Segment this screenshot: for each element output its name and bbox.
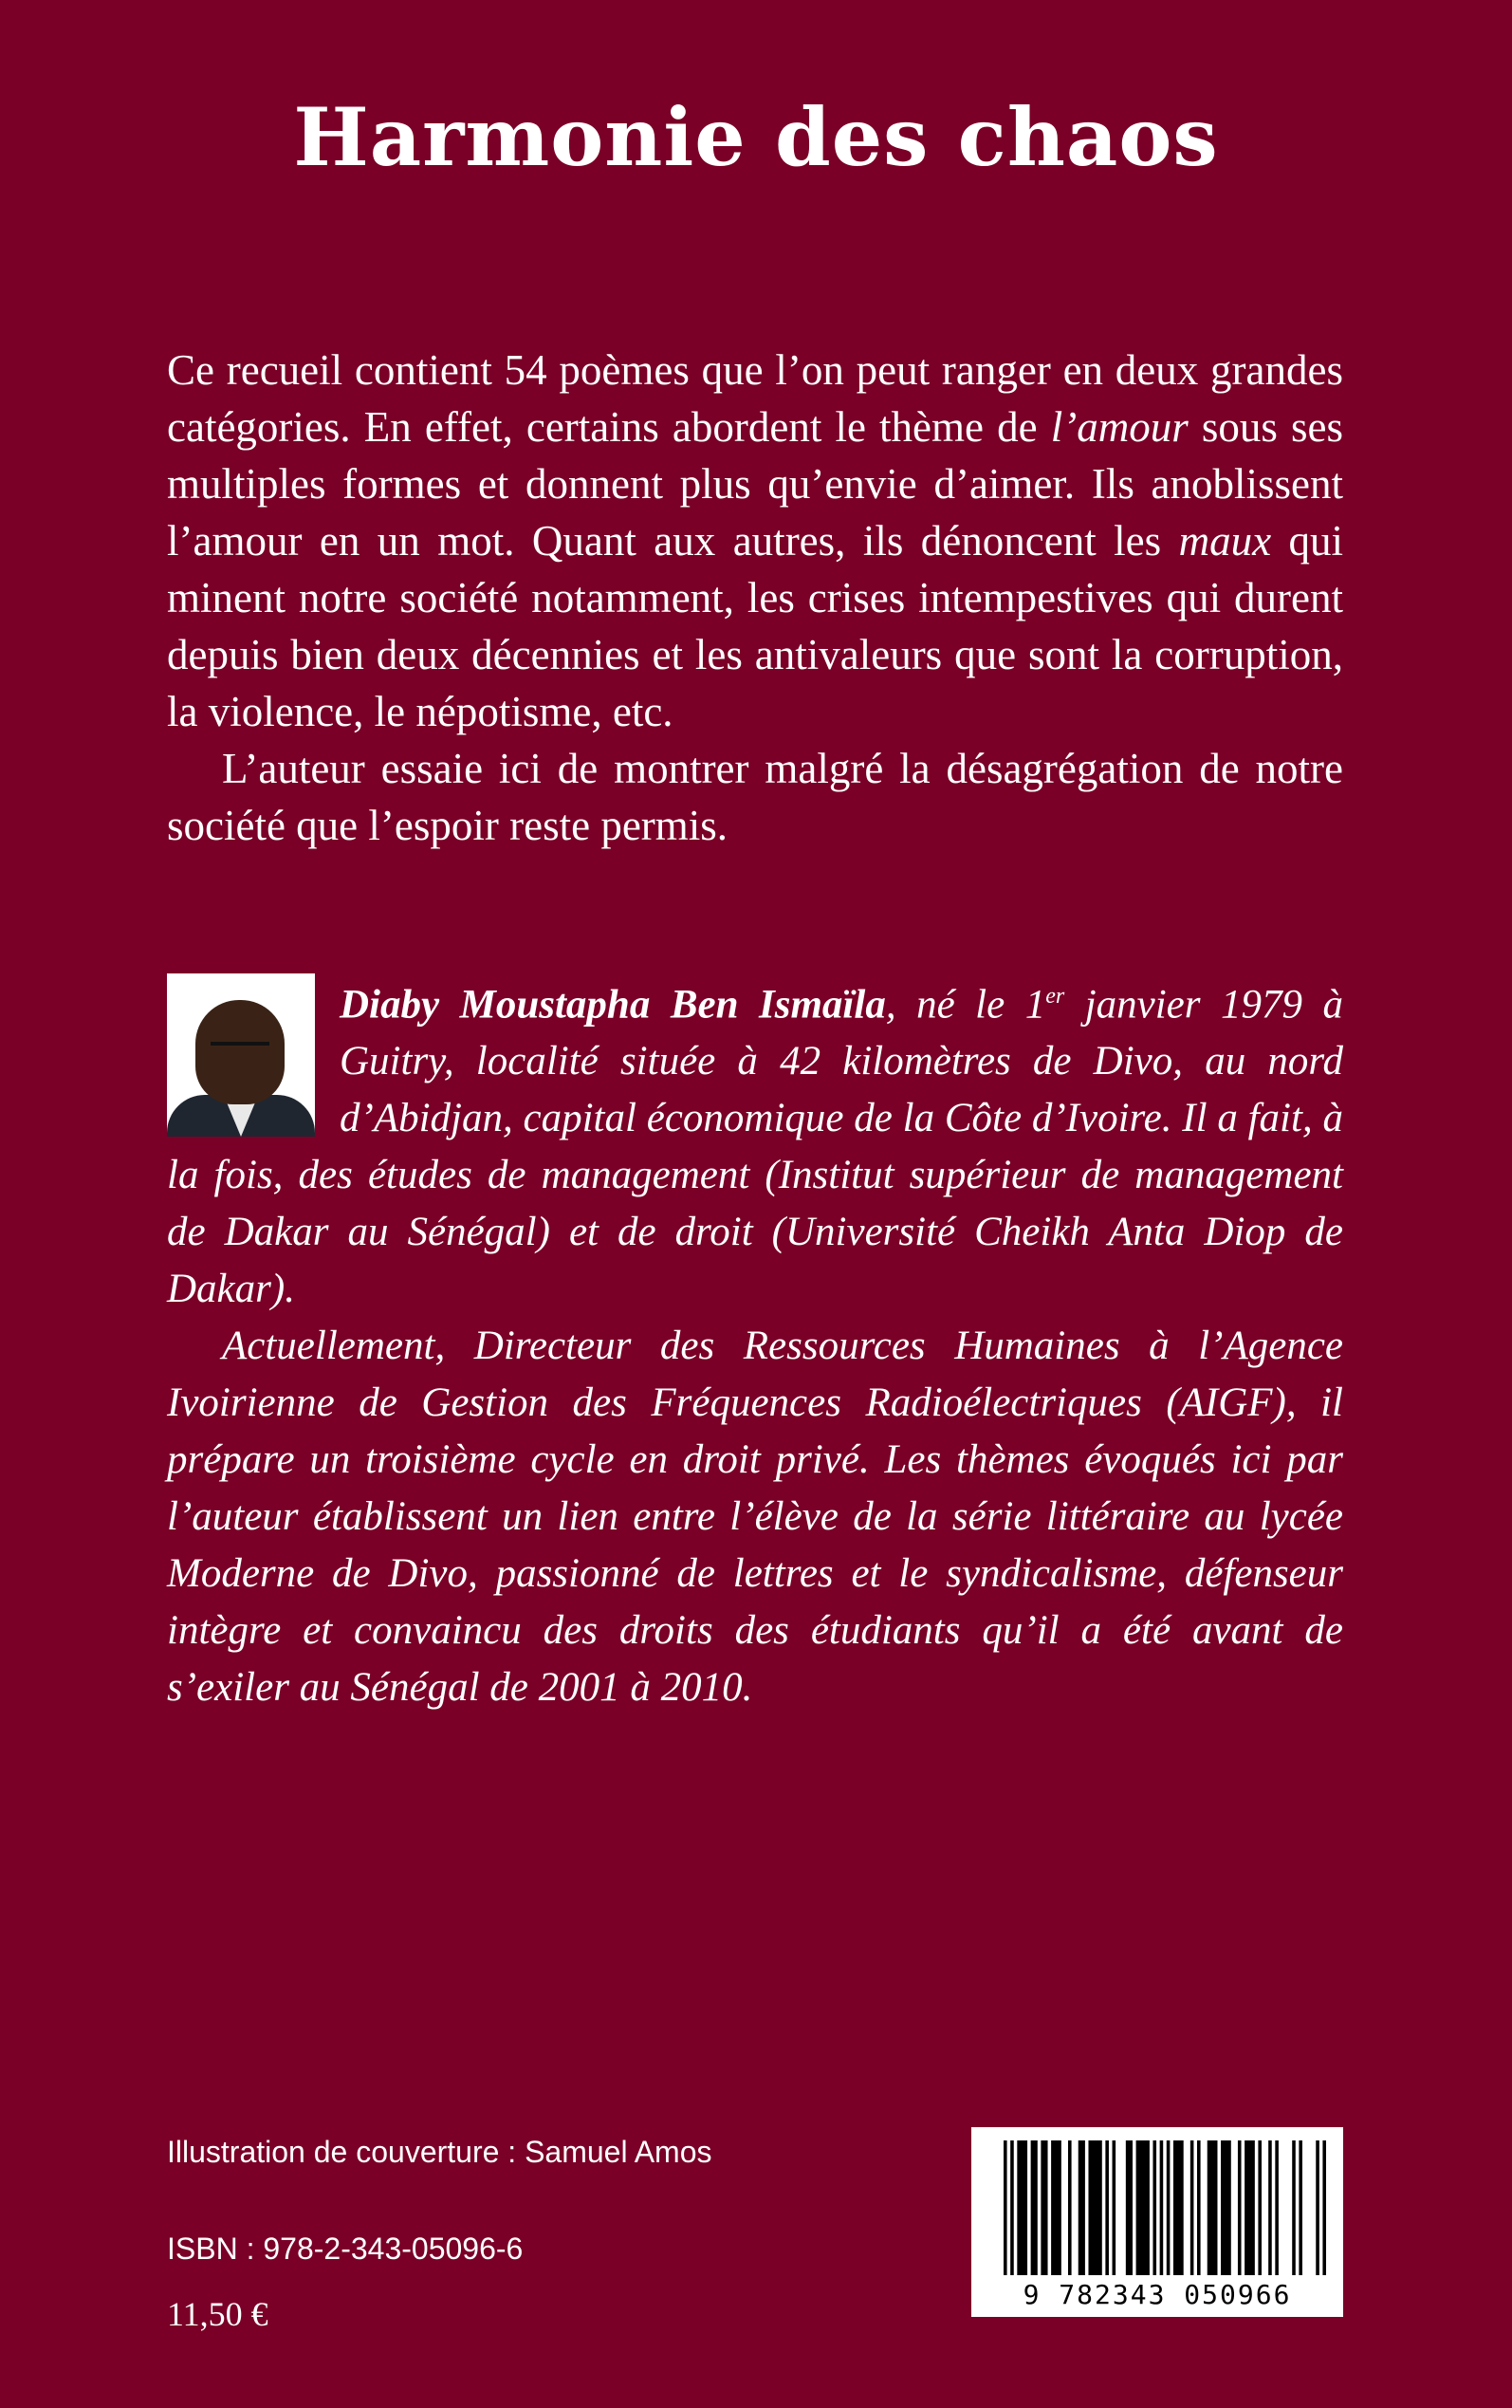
barcode-bar [1221, 2140, 1231, 2275]
blurb-emphasis: maux [1178, 517, 1272, 565]
barcode-bar [1004, 2140, 1007, 2275]
barcode-bar [1068, 2140, 1072, 2275]
barcode-bar [1126, 2140, 1133, 2275]
barcode-bar [1017, 2140, 1027, 2275]
barcode-digits: 9 782343 050966 [1023, 2279, 1292, 2310]
barcode-bar [1088, 2140, 1101, 2275]
author-bio-paragraph-2: Actuellement, Directeur des Ressources Humaines à l’Agence Ivoirienne de Gestion des Fréquences Radioélectriques (AIGF), il prépare un troisième cycle en droit privé. Les thèmes évoqués ici par l’auteur établissent un lien entre l’élève de la série littéraire au lycée Moderne de Divo, passionné de lettres et le syndicalisme, défenseur intègre et convaincu des droits des étudiants qu’il a été avant de s’exiler au Sénégal de 2001 à 2010. [167, 1324, 1343, 1711]
blurb-emphasis: l’amour [1050, 403, 1189, 451]
price: 11,50 € [167, 2295, 268, 2333]
author-bio [167, 968, 1343, 1716]
barcode-bar [1113, 2140, 1116, 2275]
barcode-bar [1079, 2140, 1085, 2275]
barcode [971, 2127, 1343, 2317]
barcode-bar [1258, 2140, 1262, 2275]
blurb-text: qui minent notre société notamment, les crises intempestives qui durent depuis bien deux décennies et les antivaleurs que sont la corruption, la violence, le népotisme, etc. [167, 517, 1343, 735]
author-name: Diaby Moustapha Ben Ismaïla [340, 982, 886, 1028]
barcode-bar [1160, 2140, 1164, 2275]
book-title: Harmonie des chaos [293, 90, 1219, 184]
author-bio-paragraph-1 [167, 968, 1343, 1318]
barcode-bar [1322, 2140, 1326, 2275]
barcode-bar [1268, 2140, 1272, 2275]
author-photo [167, 973, 315, 1137]
barcode-bar [1238, 2140, 1242, 2275]
barcode-bar [1031, 2140, 1038, 2275]
barcode-bar [1167, 2140, 1171, 2275]
blurb-paragraph-2: L’auteur essaie ici de montrer malgré la désagrégation de notre société que l’espoir reste permis. [167, 745, 1343, 849]
barcode-bar [1292, 2140, 1296, 2275]
barcode-bar [1245, 2140, 1255, 2275]
author-bio-text: janvier 1979 à Guitry, localité située à 42 kilomètres de Divo, au nord d’Abidjan, capital économique de la Côte d’Ivoire. Il a fait, à la fois, des études de management (Institut supérieur de management de Dakar au Sénégal) et de droit (Université Cheikh Anta Diop de Dakar). [167, 982, 1343, 1312]
barcode-bar [1316, 2140, 1319, 2275]
isbn: ISBN : 978-2-343-05096-6 [167, 2232, 524, 2266]
barcode-bar [1105, 2140, 1109, 2275]
blurb-text: sous ses multiples formes et donnent plus qu’envie d’aimer. Ils anoblissent l’amour en un mot. Quant aux autres, ils dénoncent les [167, 403, 1344, 565]
barcode-bar [1041, 2140, 1047, 2275]
blurb-text: Ce recueil contient 54 poèmes que l’on peut ranger en deux grandes catégories. En effet, certains abordent le thème de [167, 346, 1343, 451]
barcode-bar [1173, 2140, 1184, 2275]
barcode-bar [1051, 2140, 1061, 2275]
barcode-bar [1275, 2140, 1279, 2275]
author-bio-text: , né le 1 [885, 982, 1046, 1028]
barcode-bar [1197, 2140, 1201, 2275]
illustration-credit: Illustration de couverture : Samuel Amos [167, 2135, 712, 2169]
barcode-bar [1190, 2140, 1194, 2275]
barcode-bar [1208, 2140, 1218, 2275]
barcode-bar [1299, 2140, 1302, 2275]
back-cover-blurb [167, 342, 1343, 854]
blurb-paragraph-1 [167, 342, 1343, 740]
barcode-bar [1010, 2140, 1014, 2275]
barcode-bar [1136, 2140, 1150, 2275]
barcode-bar [1152, 2140, 1156, 2275]
ordinal-superscript: er [1045, 984, 1065, 1009]
